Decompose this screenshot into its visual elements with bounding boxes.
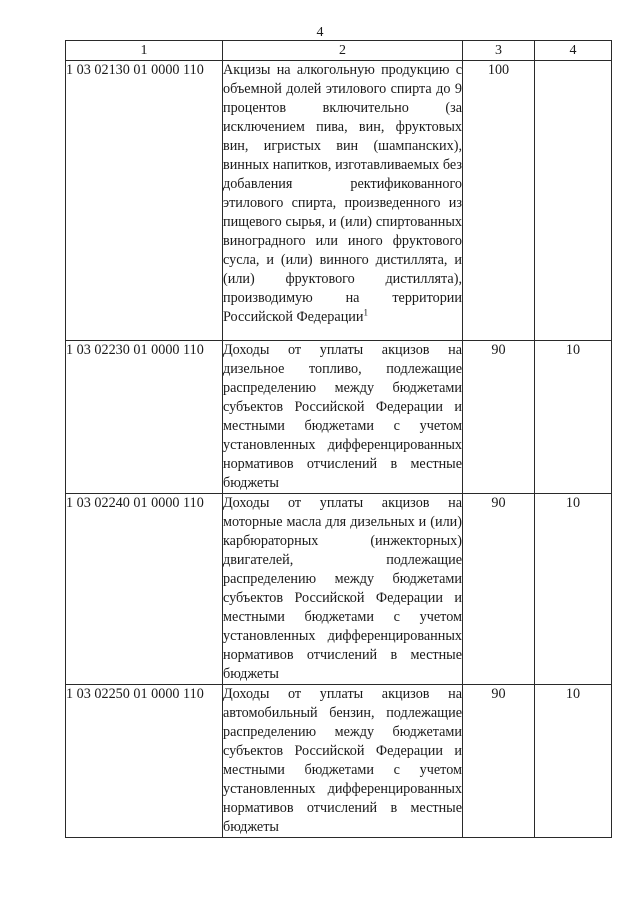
revenue-name: Доходы от уплаты акцизов на автомобильный бензин, подлежащие распределению между бюджетами субъектов Российской Федерации и местными бюджетами с учетом установленных дифференцированных нормативов отчислений в местные бюджеты xyxy=(223,685,463,838)
norm-value-col4 xyxy=(535,61,612,341)
table-row xyxy=(66,61,612,341)
norm-value-col4: 10 xyxy=(535,341,612,494)
column-header-4: 4 xyxy=(535,41,612,61)
budget-revenue-table xyxy=(65,40,612,838)
revenue-name-text: Акцизы на алкогольную продукцию с объемной долей этилового спирта до 9 процентов включительно (за исключением пива, вин, фруктовых вин, игристых вин (шампанских), винных напитков, изготавливаемых без добавления ректификованного этилового спирта, произведенного из пищевого сырья, и (или) спиртованных виноградного или иного фруктового сусла, и (или) винного дистиллята, и (или) фруктового дистиллята), производимую на территории Российской Федерации xyxy=(223,62,462,325)
table-row xyxy=(66,494,612,685)
revenue-name xyxy=(223,61,463,341)
column-header-1: 1 xyxy=(66,41,223,61)
revenue-name: Доходы от уплаты акцизов на моторные масла для дизельных и (или) карбюраторных (инжекторных) двигателей, подлежащие распределению между бюджетами субъектов Российской Федерации и местными бюджетами с учетом установленных дифференцированных нормативов отчислений в местные бюджеты xyxy=(223,494,463,685)
column-header-2: 2 xyxy=(223,41,463,61)
norm-value-col4: 10 xyxy=(535,494,612,685)
norm-value-col3: 90 xyxy=(463,685,535,838)
revenue-name: Доходы от уплаты акцизов на дизельное топливо, подлежащие распределению между бюджетами субъектов Российской Федерации и местными бюджетами с учетом установленных дифференцированных нормативов отчислений в местные бюджеты xyxy=(223,341,463,494)
table-header-row xyxy=(66,41,612,61)
revenue-code: 1 03 02230 01 0000 110 xyxy=(66,341,223,494)
norm-value-col3: 90 xyxy=(463,494,535,685)
table-row xyxy=(66,685,612,838)
norm-value-col4: 10 xyxy=(535,685,612,838)
revenue-code: 1 03 02130 01 0000 110 xyxy=(66,61,223,341)
norm-value-col3: 100 xyxy=(463,61,535,341)
column-header-3: 3 xyxy=(463,41,535,61)
page-number: 4 xyxy=(316,25,324,40)
revenue-code: 1 03 02240 01 0000 110 xyxy=(66,494,223,685)
norm-value-col3: 90 xyxy=(463,341,535,494)
table-row xyxy=(66,341,612,494)
footnote-marker: 1 xyxy=(363,307,368,318)
revenue-code: 1 03 02250 01 0000 110 xyxy=(66,685,223,838)
